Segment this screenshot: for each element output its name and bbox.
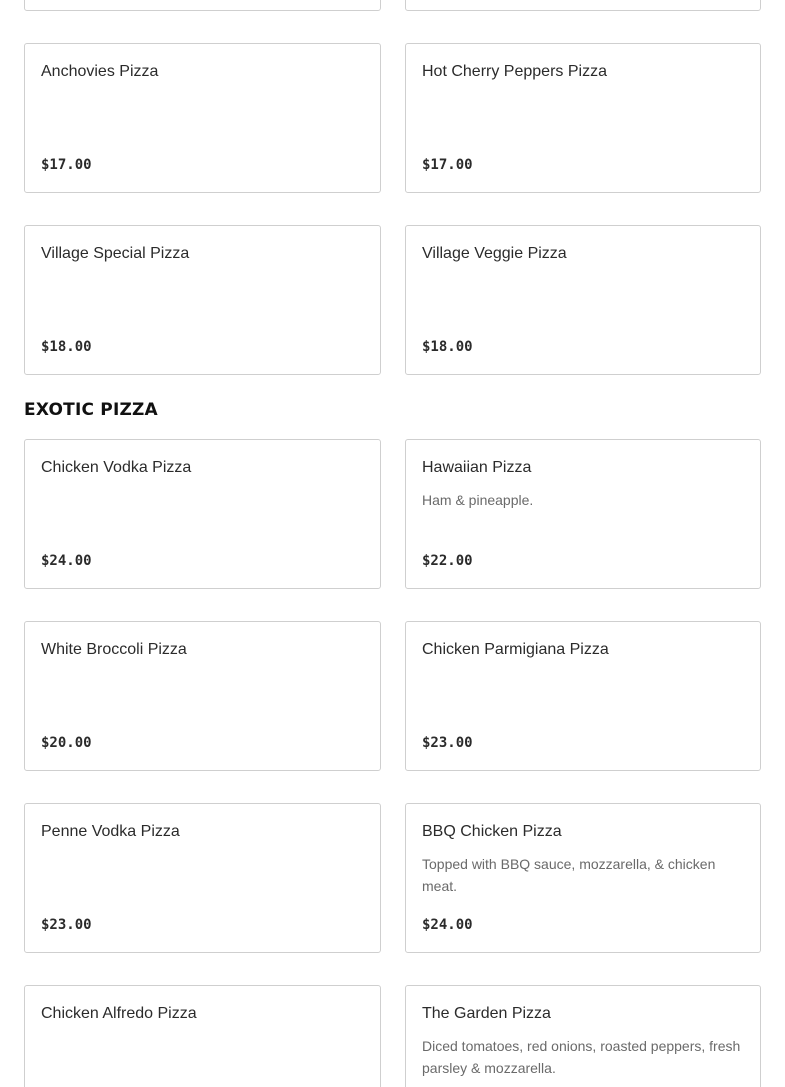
menu-item-price: $24.00 — [41, 553, 92, 569]
menu-item-card-partial[interactable] — [405, 0, 761, 11]
menu-item-card[interactable] — [24, 803, 381, 953]
menu-item-name: Chicken Parmigiana Pizza — [422, 641, 609, 658]
menu-item-card-partial[interactable] — [24, 0, 381, 11]
menu-item-card[interactable] — [405, 985, 761, 1087]
menu-item-price: $24.00 — [422, 917, 473, 933]
menu-item-name: Chicken Vodka Pizza — [41, 459, 192, 476]
menu-item-name: Penne Vodka Pizza — [41, 823, 180, 840]
menu-item-name: White Broccoli Pizza — [41, 641, 187, 658]
menu-item-name: Anchovies Pizza — [41, 63, 159, 80]
menu-item-name: BBQ Chicken Pizza — [422, 823, 562, 840]
menu-item-name: Chicken Alfredo Pizza — [41, 1005, 197, 1022]
menu-item-card[interactable] — [405, 803, 761, 953]
menu-item-description: Ham & pineapple. — [422, 492, 534, 508]
menu-item-price: $17.00 — [422, 157, 473, 173]
menu-item-card[interactable] — [405, 439, 761, 589]
menu-item-description: Diced tomatoes, red onions, roasted peppers, fresh parsley & mozzarella. — [422, 1038, 741, 1076]
menu-item-name: Village Veggie Pizza — [422, 245, 567, 262]
menu-item-name: Hot Cherry Peppers Pizza — [422, 63, 607, 80]
menu-item-card[interactable] — [24, 43, 381, 193]
menu-item-name: Hawaiian Pizza — [422, 459, 532, 476]
menu-item-price: $18.00 — [41, 339, 92, 355]
menu-item-card[interactable] — [24, 621, 381, 771]
menu-item-card[interactable] — [405, 43, 761, 193]
section-heading: EXOTIC PIZZA — [24, 400, 158, 420]
menu-item-description: Topped with BBQ sauce, mozzarella, & chicken meat. — [422, 856, 716, 894]
menu-item-price: $22.00 — [422, 553, 473, 569]
menu-item-name: Village Special Pizza — [41, 245, 190, 262]
menu-item-card[interactable] — [24, 985, 381, 1087]
menu-item-price: $17.00 — [41, 157, 92, 173]
menu-item-card[interactable] — [24, 439, 381, 589]
menu-item-price: $18.00 — [422, 339, 473, 355]
menu-item-price: $23.00 — [41, 917, 92, 933]
menu-item-card[interactable] — [405, 225, 761, 375]
menu-item-price: $23.00 — [422, 735, 473, 751]
menu-item-card[interactable] — [405, 621, 761, 771]
menu-item-name: The Garden Pizza — [422, 1005, 551, 1022]
menu-item-price: $20.00 — [41, 735, 92, 751]
menu-item-card[interactable] — [24, 225, 381, 375]
